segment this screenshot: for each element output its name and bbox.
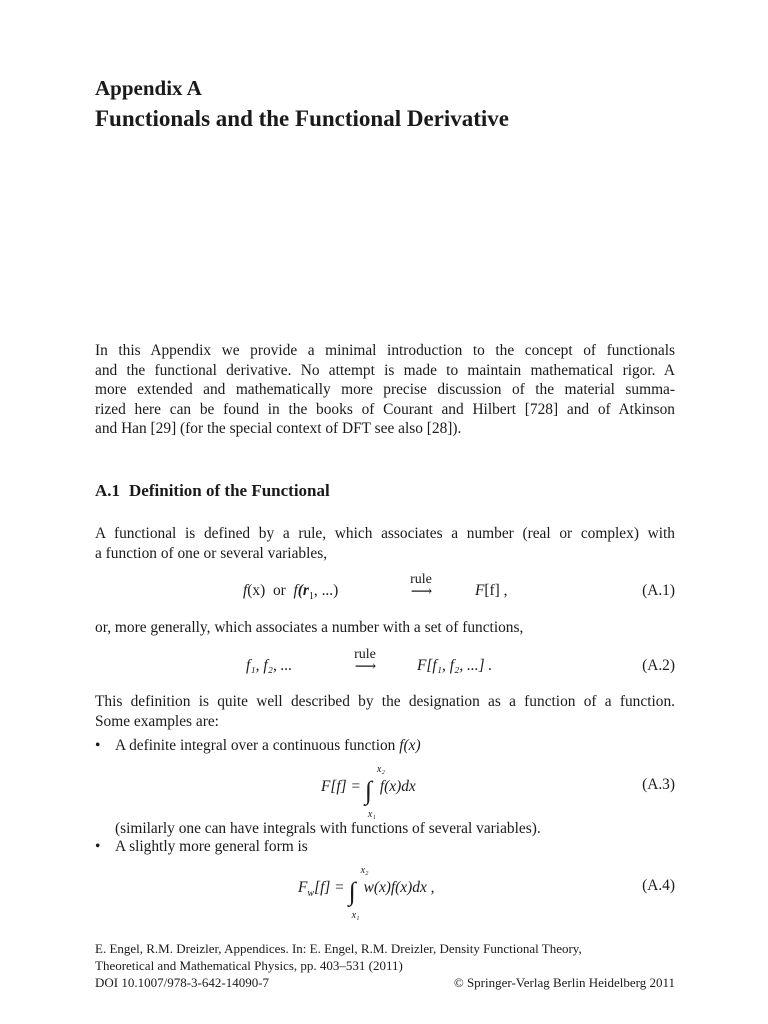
equation-a4	[95, 865, 675, 921]
bullet-text: A slightly more general form is	[115, 838, 308, 855]
intro-line: In this Appendix we provide a minimal introduction to the concept of functionals	[95, 342, 675, 359]
section-heading	[95, 481, 330, 501]
citation-line	[95, 974, 675, 991]
equation-body: F[f] = ∫ x₂ x₁ f(x)dx	[321, 764, 416, 820]
equation-rhs: F[f₁, f₂, ...] .	[417, 657, 493, 674]
bullet-text: A definite integral over a continuous function	[115, 737, 396, 754]
intro-line: more extended and mathematically more precise discussion of the material summa-	[95, 381, 675, 398]
equation-lhs: f₁, f₂, ...	[246, 657, 293, 674]
bullet-symbol: •	[95, 838, 101, 855]
intro-line: and the functional derivative. No attempt is made to maintain mathematical rigor. A	[95, 361, 675, 379]
bullet-math: f(x)	[399, 737, 421, 754]
citation-line: E. Engel, R.M. Dreizler, Appendices. In: E. Engel, R.M. Dreizler, Density Functional Theory,	[95, 941, 582, 956]
or-line: or, more generally, which associates a number with a set of functions,	[95, 619, 524, 636]
definition-line: A functional is defined by a rule, which associates a number (real or complex) with	[95, 525, 675, 542]
intro-line: and Han [29] (for the special context of DFT see also [28]).	[95, 420, 462, 437]
rule-arrow: rule ⟶	[354, 647, 376, 675]
description-line: This definition is quite well described by the designation as a function of a function.	[95, 693, 675, 710]
bullet-item	[95, 737, 421, 755]
bullet-symbol: •	[95, 737, 101, 754]
equation-number: (A.4)	[642, 877, 675, 894]
intro-paragraph	[95, 341, 675, 439]
equation-body: $F_w[f]$ = ∫ x₂ x₁ w(x)f(x)dx ,	[298, 865, 435, 921]
description-paragraph	[95, 692, 675, 731]
equation-a3	[95, 764, 675, 820]
rule-arrow: rule ⟶	[410, 572, 432, 600]
intro-line: rized here can be found in the books of Courant and Hilbert [728] and of Atkinson	[95, 400, 675, 418]
equation-lhs: f(x) or $f(r_1$, ...)	[243, 582, 339, 603]
equation-a2	[95, 647, 675, 683]
copyright-notice: © Springer-Verlag Berlin Heidelberg 2011	[453, 975, 675, 990]
equation-number: (A.1)	[642, 582, 675, 599]
bullet-item	[95, 838, 308, 856]
integral-sign: ∫ x₂ x₁	[348, 865, 369, 921]
equation-a1	[95, 572, 675, 608]
equation-number: (A.2)	[642, 657, 675, 674]
section-number: A.1	[95, 481, 121, 500]
definition-line: a function of one or several variables,	[95, 544, 328, 562]
integral-sign: ∫ x₂ x₁	[364, 764, 385, 820]
doi-link[interactable]: DOI 10.1007/978-3-642-14090-7	[95, 975, 270, 990]
equation-number: (A.3)	[642, 776, 675, 793]
note-text: (similarly one can have integrals with functions of several variables).	[115, 820, 541, 837]
equation-rhs: F[f] ,	[475, 582, 508, 599]
appendix-label: Appendix A	[95, 76, 202, 100]
definition-paragraph	[95, 524, 675, 563]
chapter-title: Functionals and the Functional Derivative	[95, 106, 510, 131]
footer-citation	[95, 940, 675, 991]
citation-line: Theoretical and Mathematical Physics, pp. 403–531 (2011)	[95, 958, 403, 973]
section-title: Definition of the Functional	[129, 481, 330, 500]
description-line: Some examples are:	[95, 712, 219, 730]
